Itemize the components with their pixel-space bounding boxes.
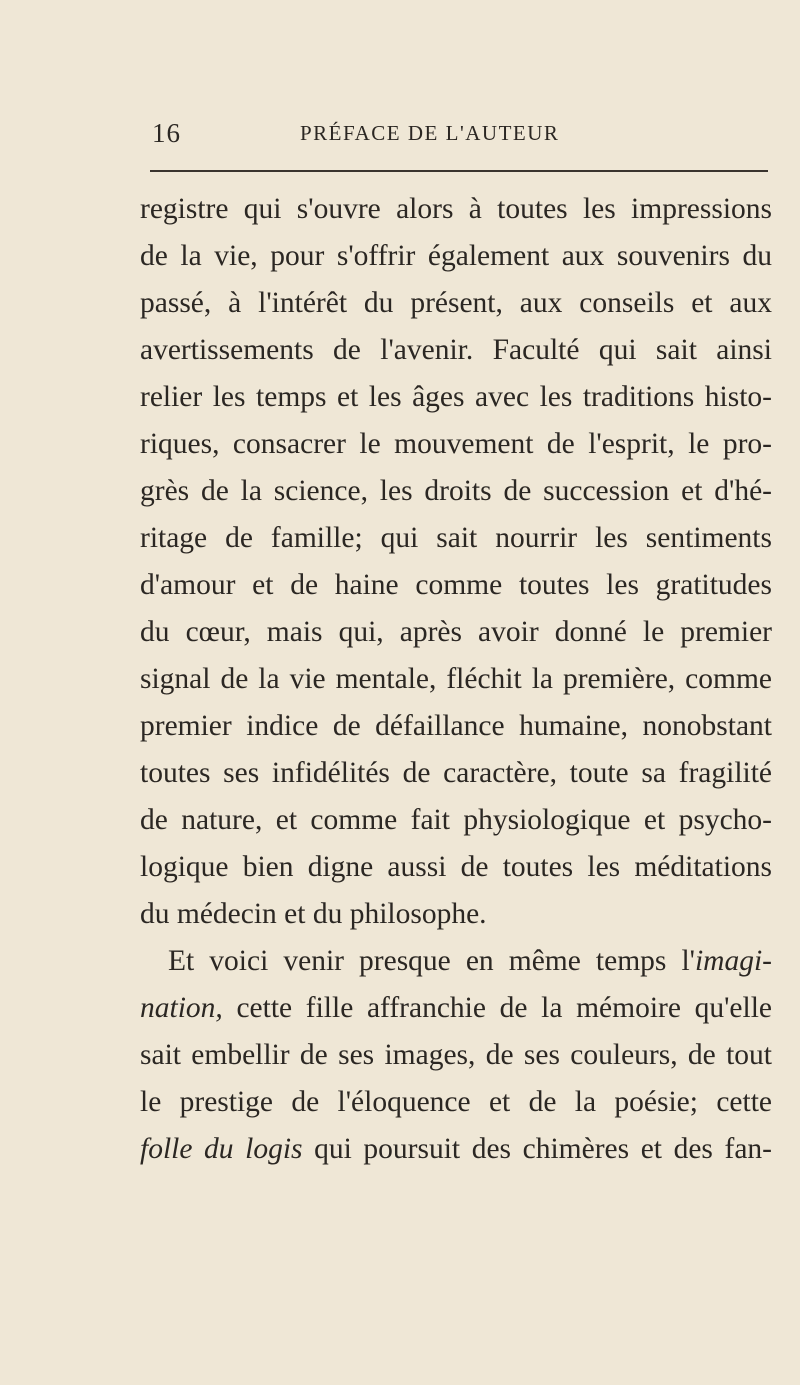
text-line: passé, à l'intérêt du présent, aux conseils et aux <box>140 287 772 319</box>
text-line: signal de la vie mentale, fléchit la première, comme <box>140 663 772 695</box>
text-line: grès de la science, les droits de succession et d'hé- <box>140 475 772 507</box>
text-line: le prestige de l'éloquence et de la poésie; cette <box>140 1086 772 1118</box>
page-number: 16 <box>152 118 181 148</box>
italic-term: imagi- <box>694 945 772 977</box>
text-line: toutes ses infidélités de caractère, toute sa fragilité <box>140 757 772 789</box>
text-line <box>140 1126 772 1173</box>
text-run: qui poursuit des chimères et des fan- <box>302 1133 773 1165</box>
italic-term: folle du logis <box>140 1133 303 1165</box>
text-run: Et voici venir presque en même temps l' <box>168 945 695 977</box>
text-line: du cœur, mais qui, après avoir donné le premier <box>140 616 772 648</box>
text-line: d'amour et de haine comme toutes les gratitudes <box>140 569 772 601</box>
italic-term: nation, <box>140 992 223 1024</box>
running-title: PRÉFACE DE L'AUTEUR <box>300 121 560 145</box>
header-rule <box>150 170 768 172</box>
text-line: relier les temps et les âges avec les traditions histo- <box>140 381 772 413</box>
text-line <box>140 985 772 1032</box>
paragraph-start-line <box>140 938 772 985</box>
text-line: de nature, et comme fait physiologique et psycho- <box>140 804 772 836</box>
text-line: avertissements de l'avenir. Faculté qui sait ainsi <box>140 334 772 366</box>
text-line: sait embellir de ses images, de ses couleurs, de tout <box>140 1039 772 1071</box>
text-run: cette fille affranchie de la mémoire qu'elle <box>222 992 772 1024</box>
text-line: ritage de famille; qui sait nourrir les sentiments <box>140 522 772 554</box>
paragraph-end-line: du médecin et du philosophe. <box>140 898 487 930</box>
text-line: riques, consacrer le mouvement de l'esprit, le pro- <box>140 428 772 460</box>
page-header <box>0 118 800 158</box>
body-text <box>140 186 772 1173</box>
text-line: registre qui s'ouvre alors à toutes les impressions <box>140 193 772 225</box>
text-line: de la vie, pour s'offrir également aux souvenirs du <box>140 240 772 272</box>
text-line: logique bien digne aussi de toutes les méditations <box>140 851 772 883</box>
text-line: premier indice de défaillance humaine, nonobstant <box>140 710 772 742</box>
